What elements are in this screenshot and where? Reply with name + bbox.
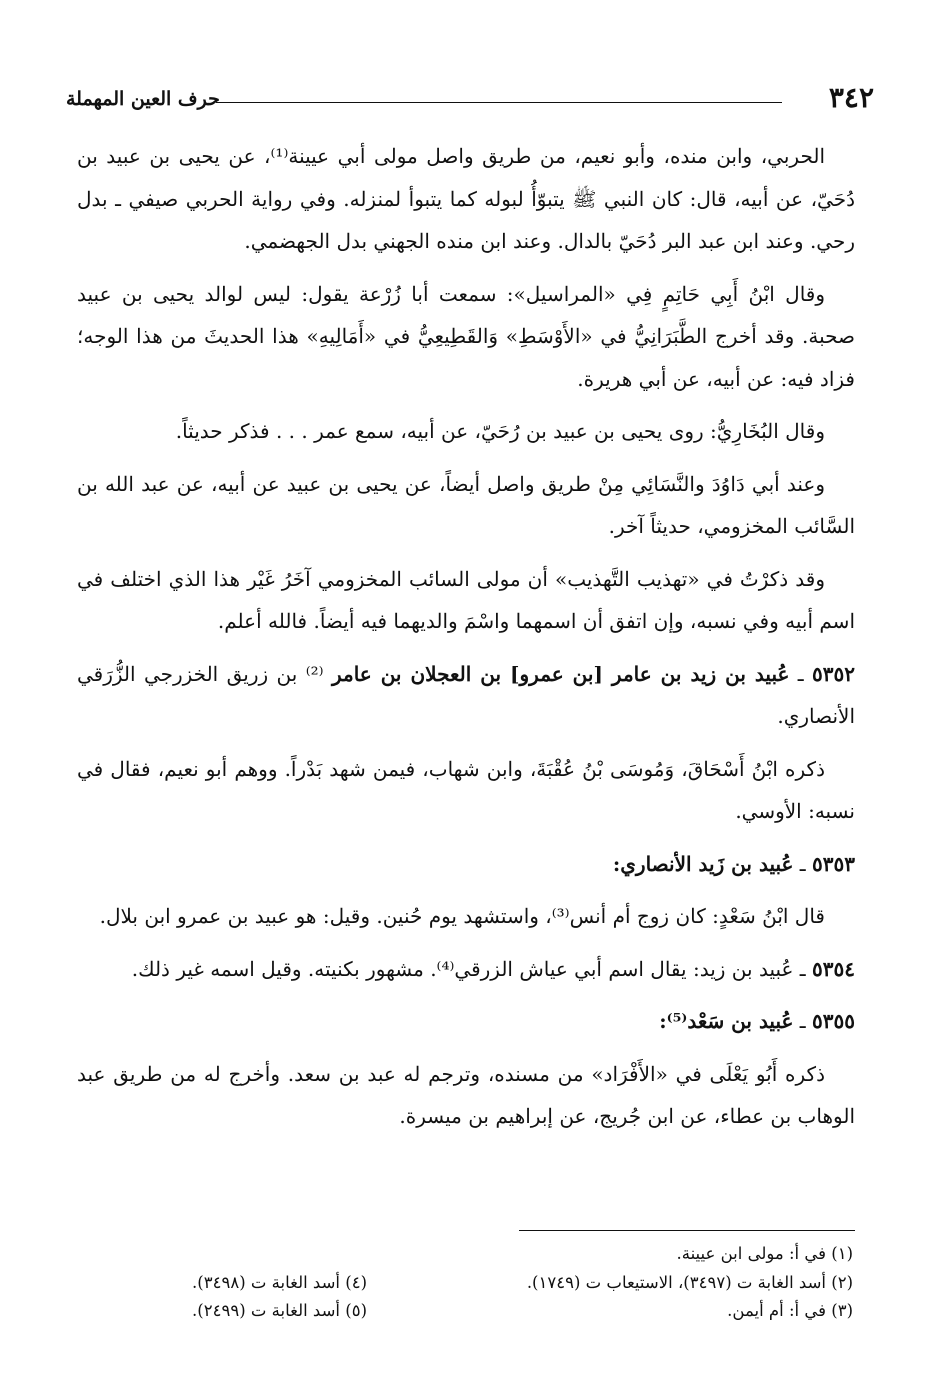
footnotes-column-right xyxy=(403,1240,853,1326)
header-rule xyxy=(216,102,782,103)
running-title: حرف العين المهملة xyxy=(66,88,220,110)
entry-heading-5355: ٥٣٥٥ ـ عُبيد بن سَعْد⁽⁵⁾: xyxy=(659,1009,855,1033)
entry-name: عُبيد بن زيد بن عامر [بن عمرو] بن العجلان بن عامر xyxy=(331,661,790,686)
entry-rest: ⁽²⁾ بن زريق الخزرجي الزُّرَقي الأنصاري. xyxy=(77,661,855,728)
paragraph: وقال ابْنُ أَبِي حَاتِمٍ فِي «المراسيل»: سمعت أبا زُرْعة يقول: ليس لوالد يحيى بن عبيد صحبة. وقد أخرج الطَّبَرَانِيُّ في «الأَوْسَطِ» وَالقَطِيعِيُّ في «أَمَالِيهِ» هذا الحديثَ من هذا الوجه؛ فزاد فيه: عن أبيه، عن أبي هريرة. xyxy=(77,281,855,391)
entry-name: عُبيد بن زَيد الأنصاري: xyxy=(612,851,794,876)
footnote-2: (٢) أسد الغابة ت (٣٤٩٧)، الاستيعاب ت (١٧٤٩). xyxy=(526,1272,853,1292)
paragraph: قال ابْنُ سَعْدٍ: كان زوج أم أنس⁽³⁾، واستشهد يوم حُنين. وقيل: هو عبيد بن عمرو ابن بلال. xyxy=(99,904,825,928)
entry-heading-5354: ٥٣٥٤ ـ عُبيد بن زيد: يقال اسم أبي عياش الزرقي⁽⁴⁾. مشهور بكنيته. وقيل اسمه غير ذلك. xyxy=(131,956,855,981)
entry-rest: عُبيد بن زيد: يقال اسم أبي عياش الزرقي⁽⁴⁾. مشهور بكنيته. وقيل اسمه غير ذلك. xyxy=(131,956,794,981)
footnote-5: (٥) أسد الغابة ت (٢٤٩٩). xyxy=(192,1301,367,1320)
entry-number: ٥٣٥٥ xyxy=(812,1009,855,1033)
paragraph: الحربي، وابن منده، وأبو نعيم، من طريق واصل مولى أبي عيينة⁽¹⁾، عن يحيى بن عبيد بن دُحَيّ، عن أبيه، قال: كان النبي ﷺ يتبوّأُ لبوله كما يتبوأ لمنزله. وفي رواية الحربي صيفي ـ بدل رحي. وعند ابن عبد البر دُحَيّ بالدال. وعند ابن منده الجهني بدل الجهضمي. xyxy=(77,144,855,253)
footnote-3: (٣) في أ: أم أيمن. xyxy=(727,1301,853,1320)
footnote-4: (٤) أسد الغابة ت (٣٤٩٨). xyxy=(192,1272,367,1292)
entry-heading-5353: ٥٣٥٣ ـ عُبيد بن زَيد الأنصاري: xyxy=(612,851,855,876)
page-number: ٣٤٢ xyxy=(828,81,874,114)
paragraph: وقال البُخَارِيُّ: روى يحيى بن عبيد بن رُحَيّ، عن أبيه، سمع عمر . . . فذكر حديثاً. xyxy=(175,419,825,443)
paragraph: وقد ذكرْتُ في «تهذيب التَّهذيب» أن مولى السائب المخزومي آخَرُ غَيْر هذا الذي اختلف في اسم أبيه وفي نسبه، وإن اتفق أن اسمهما واسْمَ والديهما فيه أيضاً. فالله أعلم. xyxy=(77,566,855,633)
entry-number: ٥٣٥٣ xyxy=(812,851,855,876)
page-header xyxy=(66,78,874,118)
paragraph: وعند أبي دَاوُدَ والنَّسَائِي مِنْ طريق واصل أيضاً، عن يحيى بن عبيد عن أبيه، عن عبد الله بن السَّائب المخزومي، حديثاً آخر. xyxy=(77,471,855,538)
entry-name: عُبيد بن سَعْد⁽⁵⁾: xyxy=(659,1009,794,1033)
entry-number: ٥٣٥٤ xyxy=(812,956,855,981)
main-text xyxy=(77,135,855,1148)
paragraph: ذكره أَبُو يَعْلَى في «الأَفْرَاد» من مسنده، وترجم له عبد بن سعد. وأخرج له من طريق عبد الوهاب بن عطاء، عن ابن جُريج، عن إبراهيم بن ميسرة. xyxy=(77,1061,855,1128)
entry-number: ٥٣٥٢ xyxy=(812,661,855,686)
footnote-rule xyxy=(519,1230,855,1231)
footnote-1: (١) في أ: مولى ابن عيينة. xyxy=(676,1244,853,1263)
footnotes-column-left xyxy=(77,1269,367,1326)
paragraph: ذكره ابْنُ أَسْحَاقَ، وَمُوسَى بْنُ عُقْبَةَ، وابن شهاب، فيمن شهد بَدْراً. ووهم أبو نعيم، فقال في نسبه: الأوسي. xyxy=(77,756,855,823)
entry-heading-5352: ٥٣٥٢ ـ عُبيد بن زيد بن عامر [بن عمرو] بن العجلان بن عامر ⁽²⁾ بن زريق الخزرجي الزُّرَقي الأنصاري. xyxy=(77,661,855,728)
